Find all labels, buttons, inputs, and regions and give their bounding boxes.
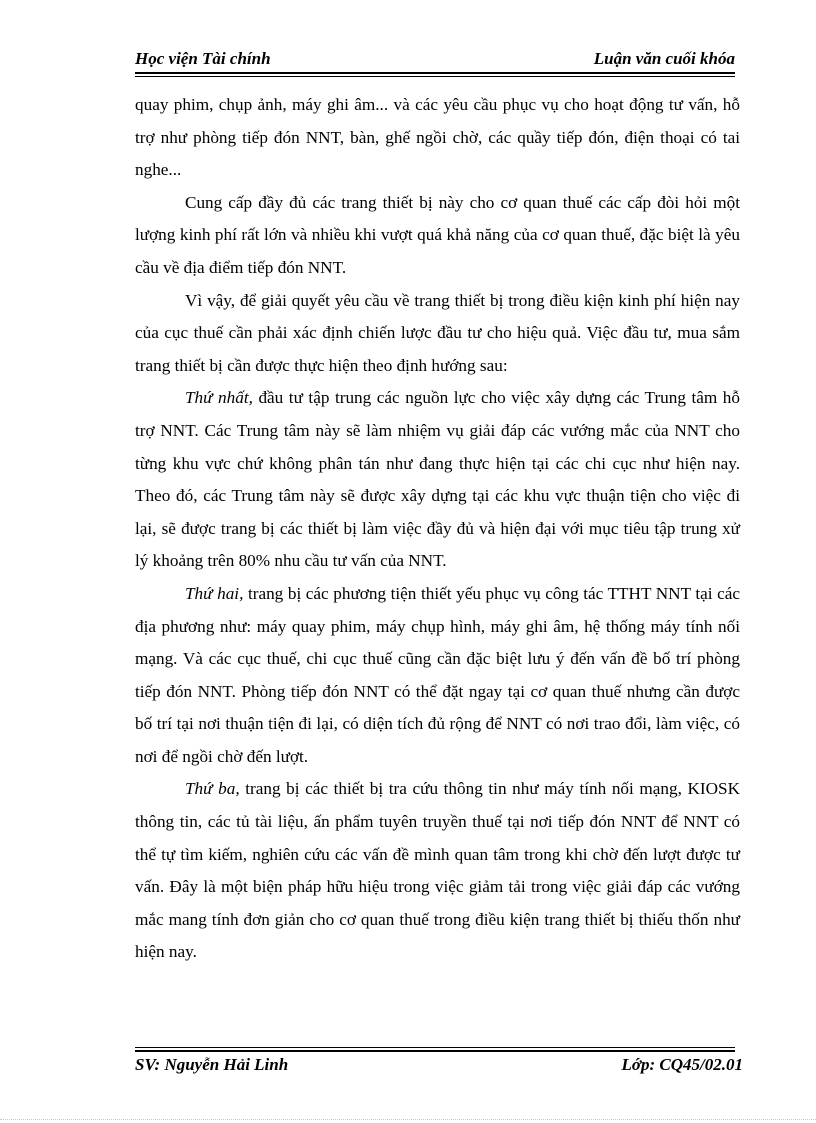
paragraph-lead: Thứ ba, <box>185 779 240 799</box>
paragraph-continued <box>135 89 740 187</box>
footer-rule-thin <box>135 1047 735 1048</box>
footer-rule-thick <box>135 1050 735 1052</box>
header-institution: Học viện Tài chính <box>135 49 271 68</box>
header-rule-thick <box>135 72 735 74</box>
paragraph-third-point <box>135 773 740 969</box>
paragraph-lead: Thứ nhất, <box>185 388 253 408</box>
header-rule-thin <box>135 76 735 77</box>
page-footer <box>135 1055 743 1079</box>
header-document-type: Luận văn cuối khóa <box>593 49 735 68</box>
paragraph-text: quay phim, chụp ảnh, máy ghi âm... và các yêu cầu phục vụ cho hoạt động tư vấn, hỗ trợ như phòng tiếp đón NNT, bàn, ghế ngồi chờ, các quầy tiếp đón, điện thoại có tai nghe... <box>135 95 740 180</box>
footer-class-code: Lớp: CQ45/02.01 <box>621 1055 743 1074</box>
paragraph-text: trang bị các phương tiện thiết yếu phục vụ công tác TTHT NNT tại các địa phương như: máy quay phim, máy chụp hình, máy ghi âm, hệ thống máy tính nối mạng. Và các cục thuế, chi cục thuế cũng cần đặc biệt lưu ý đến vấn đề bố trí phòng tiếp đón NNT. Phòng tiếp đón NNT có thể đặt ngay tại cơ quan thuế nhưng cần được bố trí tại nơi thuận tiện đi lại, có diện tích đủ rộng để NNT có nơi trao đổi, làm việc, có nơi để ngồi chờ đến lượt. <box>135 583 740 766</box>
paragraph <box>135 285 740 383</box>
body-text <box>135 89 740 969</box>
paragraph-text: Cung cấp đầy đủ các trang thiết bị này cho cơ quan thuế các cấp đòi hỏi một lượng kinh phí rất lớn và nhiều khi vượt quá khả năng của cơ quan thuế, đặc biệt là yêu cầu về địa điểm tiếp đón NNT. <box>135 192 740 277</box>
paragraph-second-point <box>135 578 740 774</box>
page-edge-divider <box>0 1119 816 1121</box>
paragraph-first-point <box>135 382 740 578</box>
paragraph <box>135 187 740 285</box>
paragraph-lead: Thứ hai, <box>185 583 244 603</box>
page-header <box>135 48 735 72</box>
paragraph-text: Vì vậy, để giải quyết yêu cầu về trang thiết bị trong điều kiện kinh phí hiện nay của cục thuế cần phải xác định chiến lược đầu tư cho hiệu quả. Việc đầu tư, mua sắm trang thiết bị cần được thực hiện theo định hướng sau: <box>135 290 740 375</box>
paragraph-text: trang bị các thiết bị tra cứu thông tin như máy tính nối mạng, KIOSK thông tin, các tủ tài liệu, ấn phẩm tuyên truyền thuế tại nơi tiếp đón NNT để NNT có thể tự tìm kiếm, nghiên cứu các vấn đề mình quan tâm trong khi chờ đến lượt được tư vấn. Đây là một biện pháp hữu hiệu trong việc giảm tải trong việc giải đáp các vướng mắc mang tính đơn giản cho cơ quan thuế trong điều kiện trang thiết bị thiếu thốn như hiện nay. <box>135 779 740 962</box>
footer-student-name: SV: Nguyễn Hải Linh <box>135 1055 289 1074</box>
paragraph-text: đầu tư tập trung các nguồn lực cho việc xây dựng các Trung tâm hỗ trợ NNT. Các Trung tâm này sẽ làm nhiệm vụ giải đáp các vướng mắc của NNT cho từng khu vực chứ không phân tán như đang thực hiện tại các chi cục như hiện nay. Theo đó, các Trung tâm này sẽ được xây dựng tại các khu vực thuận tiện cho việc đi lại, sẽ được trang bị các thiết bị làm việc đầy đủ và hiện đại với mục tiêu tập trung xử lý khoảng trên 80% nhu cầu tư vấn của NNT. <box>135 388 740 571</box>
